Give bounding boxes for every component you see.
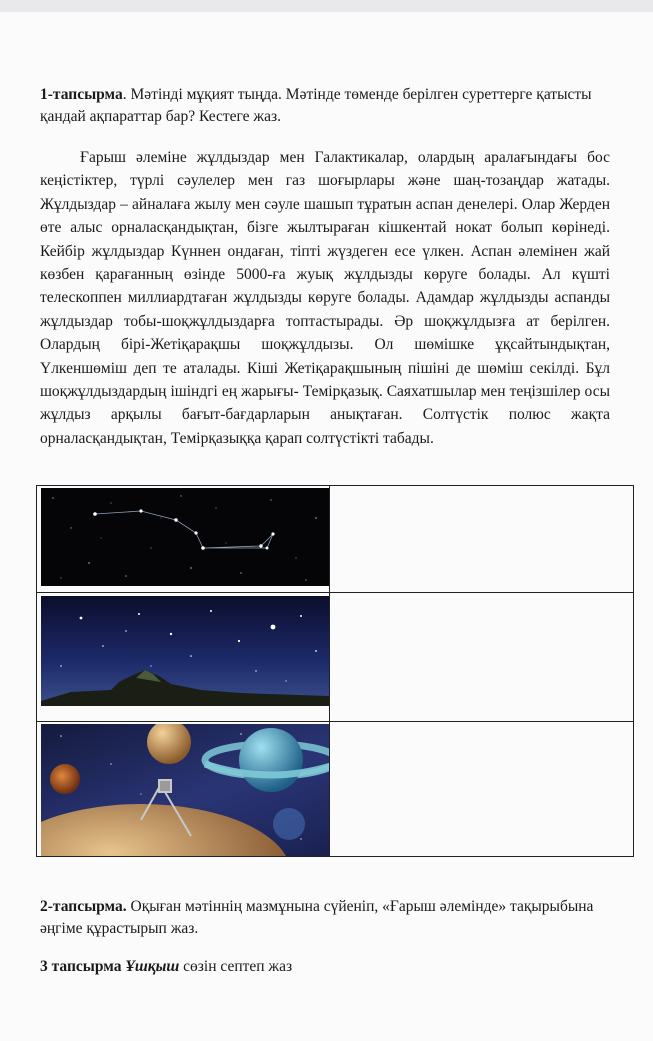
task2-text: Оқыған мәтіннің мазмұнына сүйеніп, «Ғарыш әлемінде» тақырыбына әңгіме құрастырып жаз. (40, 898, 594, 937)
table-cell-image (37, 721, 330, 856)
night-sky-image (41, 596, 329, 706)
reading-passage: Ғарыш әлеміне жұлдыздар мен Галактикалар, олардың аралағындағы бос кеңістіктер, түрлі сәулелер мен газ шоғырлары және шаң-тозаңдар жатады. Жұлдыздар – айналаға жылу мен сәуле шашып тұратын аспан денелері. Олар Жерден өте алыс орналасқандықтан, бізге жылтыраған кішкентай нокат болып көрінеді. Кейбір жұлдыздар Күннен ондаған, тіпті жүздеген есе үлкен. Аспан әлемінен жай көзбен қарағанның өзінде 5000-ға жуық жұлдызды көруге болады. Ал күшті телескоппен миллиардтаған жұлдызды көруге болады. Адамдар жұлдызды аспанды жұлдыздар тобы-шоқжұлдыздарға топтастырады. Әр шоқжұлдызға ат берілген. Олардың бірі-Жетіқарақшы шоқжұлдызы. Ол шөмішке ұқсайтындықтан, Үлкеншөміш деп те аталады. Кіші Жетіқарақшының пішіні де шөміш секілді. Бұл шоқжұлдыздардың ішіндгі ең жарығы- Темірқазық. Саяхатшылар мен теңізшілер осы жұлдыз арқылы бағыт-бағдарларын анықтаған. Солтүстік полюс жақта орналасқандықтан, Темірқазыққа қарап солтүстікті табады. (40, 149, 610, 447)
table-cell-image (37, 593, 330, 721)
table-cell-image (37, 486, 330, 593)
answer-table (36, 485, 634, 857)
top-bar (0, 0, 653, 12)
answer-cell[interactable] (330, 593, 634, 721)
table-row (37, 486, 634, 593)
task3-label: 3 тапсырма (40, 958, 122, 975)
constellation-image (41, 488, 329, 586)
task1-text: . Мәтінді мұқият тыңда. Мәтінде төменде берілген суреттерге қатысты қандай ақпараттар бар? Кестеге жаз. (40, 86, 592, 125)
table-row (37, 721, 634, 856)
task2-heading (40, 896, 610, 940)
task1-heading (40, 84, 610, 128)
answer-cell[interactable] (330, 721, 634, 856)
planets-image (41, 724, 329, 856)
table-row (37, 593, 634, 721)
task1-label: 1-тапсырма (40, 86, 123, 103)
answer-cell[interactable] (330, 486, 634, 593)
task3-heading (40, 956, 610, 978)
task3-word: Ұшқыш (125, 958, 180, 975)
task2-label: 2-тапсырма. (40, 898, 127, 915)
task3-text: сөзін септеп жаз (179, 958, 293, 975)
